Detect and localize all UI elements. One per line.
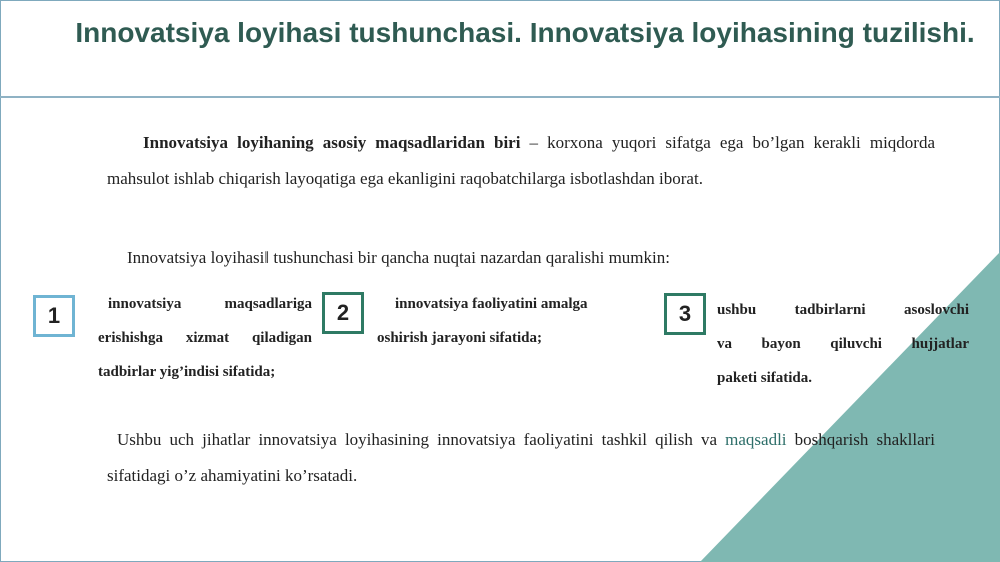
conclusion-highlight: maqsadli bbox=[725, 430, 787, 449]
slide-title: Innovatsiya loyihasi tushunchasi. Innovatsiya loyihasining tuzilishi. bbox=[75, 17, 975, 48]
intro-paragraph bbox=[107, 125, 935, 197]
item-3-line-3: paketi sifatida. bbox=[717, 370, 813, 386]
intro-rest: – korxona yuqori sifatga ega bo’lgan kerakli miqdorda mahsulot ishlab chiqarish layoqatiga ega ekanligini raqobatchilarga isbotlashdan iborat. bbox=[107, 133, 935, 188]
conclusion-tail: boshqarish shakllari sifatidagi o’z ahamiyatini ko’rsatadi. bbox=[107, 430, 935, 485]
number-box-3: 3 bbox=[664, 293, 706, 335]
item-3-line-2: va bayon qiluvchi hujjatlar bbox=[717, 336, 969, 352]
intro-lead: Innovatsiya loyihaning asosiy maqsadlaridan biri bbox=[143, 133, 521, 152]
conclusion-main: Ushbu uch jihatlar innovatsiya loyihasining innovatsiya faoliyatini tashkil qilish va bbox=[117, 430, 726, 449]
item-1-text bbox=[98, 287, 312, 389]
title-divider bbox=[0, 96, 1000, 98]
item-3-line-1: ushbu tadbirlarni asoslovchi bbox=[717, 302, 969, 318]
item-3-text bbox=[717, 293, 969, 395]
conclusion-paragraph bbox=[107, 422, 935, 494]
number-box-2: 2 bbox=[322, 292, 364, 334]
item-1-label: innovatsiya maqsadlariga erishishga xizmat qiladigan tadbirlar yig’indisi sifatida; bbox=[98, 296, 312, 380]
item-2-label: innovatsiya faoliyatini amalga oshirish jarayoni sifatida; bbox=[377, 296, 588, 346]
number-box-1: 1 bbox=[33, 295, 75, 337]
item-2-text bbox=[377, 287, 639, 355]
concept-line: Innovatsiya loyihasi‖ tushunchasi bir qancha nuqtai nazardan qaralishi mumkin: bbox=[127, 248, 670, 267]
